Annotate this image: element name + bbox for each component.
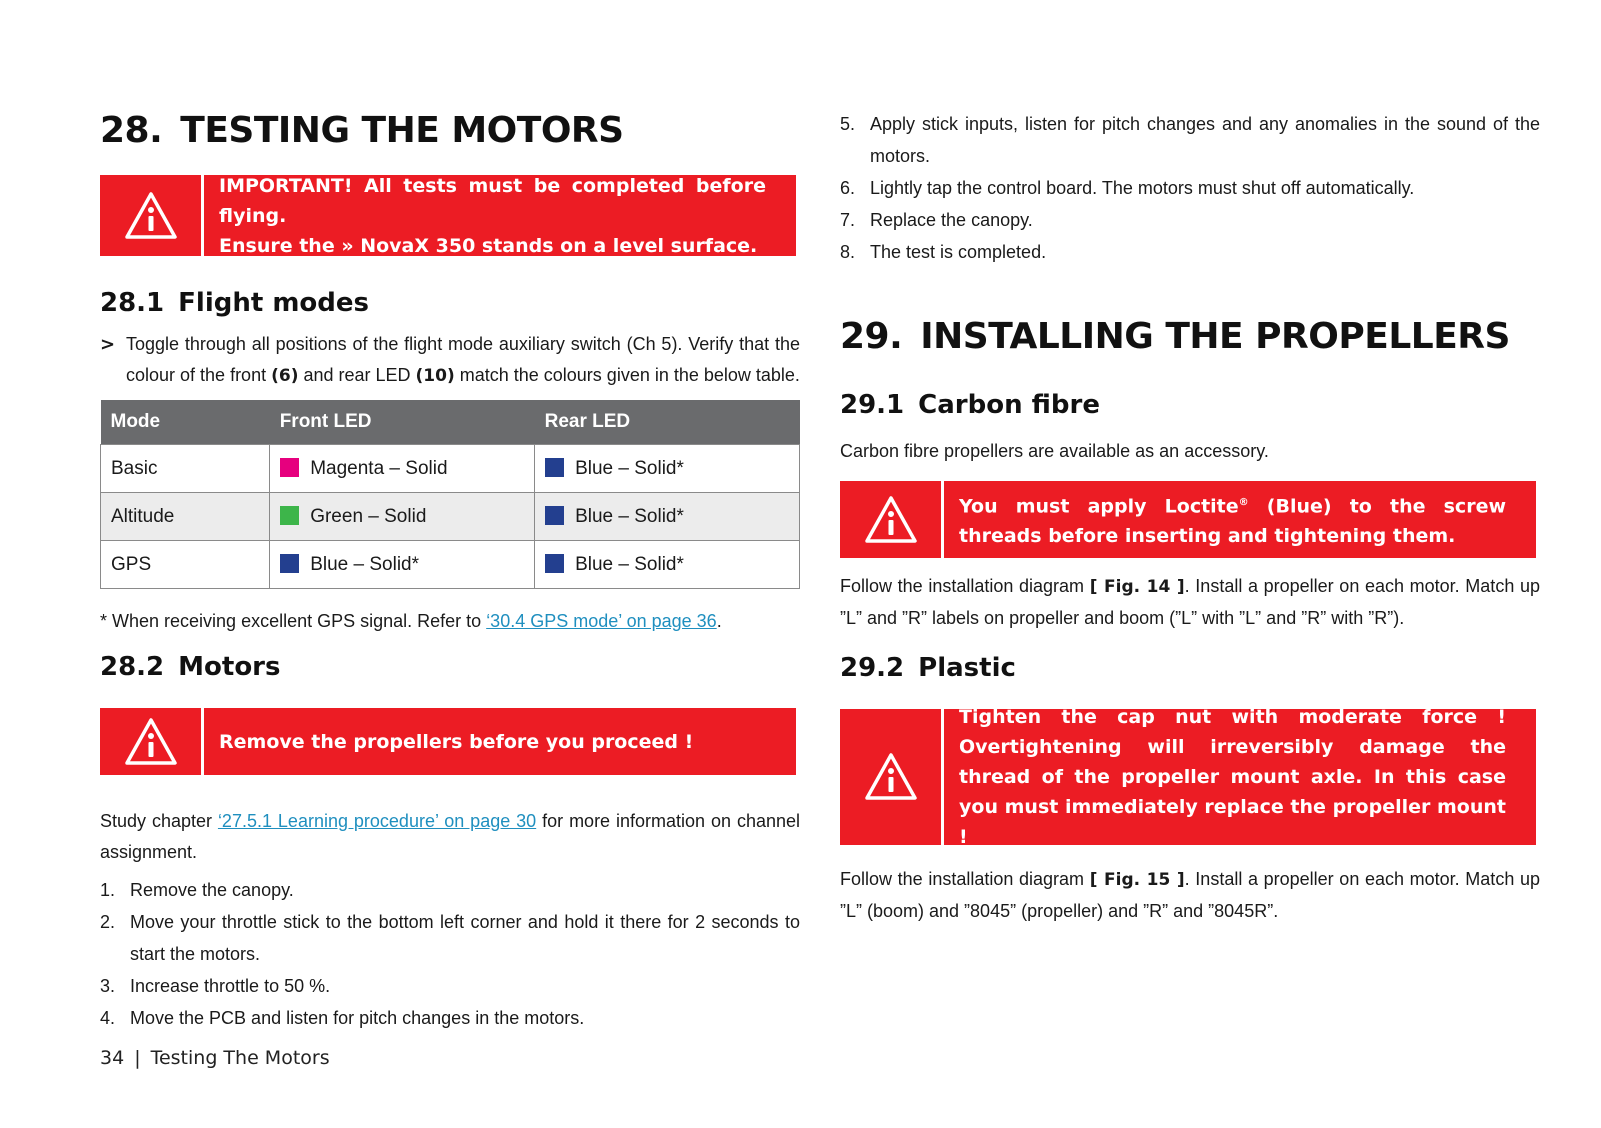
front-led-value: Green – Solid — [310, 505, 427, 527]
registered-mark: ® — [1238, 496, 1249, 508]
table-row — [101, 445, 800, 493]
rear-led-cell — [535, 493, 800, 541]
step-number: 1. — [100, 880, 116, 900]
footer-chapter-title: Testing The Motors — [150, 1047, 330, 1069]
table-row — [101, 541, 800, 589]
rear-led-ref: (10) — [415, 366, 455, 386]
motor-steps-list-left — [100, 874, 800, 1034]
follow-diagram-14 — [840, 571, 1540, 634]
table-row — [101, 493, 800, 541]
step-number: 8. — [840, 242, 856, 262]
list-item — [100, 874, 800, 906]
learning-procedure-link[interactable]: ‘27.5.1 Learning procedure’ on page 30 — [217, 811, 537, 831]
section-28-1-number: 28.1 — [100, 288, 165, 318]
follow-diagram-15 — [840, 864, 1540, 927]
warning-icon — [863, 751, 919, 803]
section-29-2-heading — [840, 653, 1016, 683]
list-item — [100, 906, 800, 970]
study-text-a: Study chapter — [100, 811, 218, 831]
follow-15-text-a: Follow the installation diagram — [840, 869, 1090, 889]
front-led-cell — [270, 541, 535, 589]
propeller-warning-box — [100, 708, 796, 775]
section-29-1-number: 29.1 — [840, 390, 905, 420]
gps-footnote-text-b: . — [716, 611, 722, 631]
mode-cell: Altitude — [101, 493, 270, 541]
warning-icon — [123, 716, 179, 768]
loctite-warning-text — [944, 481, 1536, 558]
header-mode: Mode — [101, 400, 270, 445]
footer-separator: | — [134, 1047, 141, 1069]
section-29-title: INSTALLING THE PROPELLERS — [920, 316, 1510, 357]
section-29-2-title: Plastic — [918, 653, 1016, 683]
study-chapter-paragraph — [100, 806, 800, 868]
mode-cell: Basic — [101, 445, 270, 493]
cap-nut-warning-text: Tighten the cap nut with moderate force ! Overtightening will irreversibly damage the thread of the propeller mount axle. In this case you must immediately replace the propeller mount ! — [959, 706, 1506, 848]
step-text: The test is completed. — [870, 242, 1047, 262]
fig-15-ref: [ Fig. 15 ] — [1089, 870, 1185, 890]
loctite-warning-box — [840, 481, 1536, 558]
step-number: 2. — [100, 912, 116, 932]
section-29-1-heading — [840, 390, 1100, 420]
flight-mode-text-a: Toggle through all positions of the flight mode auxiliary switch (Ch 5). Verify that the colour of the front — [126, 334, 800, 385]
flight-mode-instruction-text — [126, 329, 800, 392]
gps-footnote-text-a: * When receiving excellent GPS signal. Refer to — [100, 611, 487, 631]
follow-15-text-b: . Install a propeller on each motor. Match up ”L” (boom) and ”8045” (propeller) and ”R” and ”8045R”. — [840, 869, 1540, 921]
gps-footnote — [100, 606, 800, 637]
rear-led-value: Blue – Solid* — [575, 457, 684, 479]
section-28-heading — [100, 110, 624, 151]
cap-nut-warning-box — [840, 706, 1536, 848]
step-text: Move your throttle stick to the bottom left corner and hold it there for 2 seconds to start the motors. — [130, 912, 800, 964]
important-warning-line2: Ensure the » NovaX 350 stands on a level surface. — [219, 234, 758, 257]
step-number: 4. — [100, 1008, 116, 1028]
important-warning-text — [204, 175, 796, 256]
flight-mode-instruction — [100, 329, 800, 392]
warning-icon-cell — [100, 708, 204, 775]
step-number: 3. — [100, 976, 116, 996]
warning-icon-cell — [100, 175, 204, 256]
rear-led-cell — [535, 445, 800, 493]
led-table — [100, 400, 800, 589]
led-color-swatch — [280, 458, 299, 477]
bullet-marker: > — [100, 334, 116, 355]
step-number: 6. — [840, 178, 856, 198]
led-color-swatch — [545, 458, 564, 477]
important-warning-line1: IMPORTANT! All tests must be completed before flying. — [219, 174, 766, 227]
section-28-1-heading — [100, 288, 369, 318]
front-led-cell — [270, 445, 535, 493]
warning-icon — [863, 494, 919, 546]
step-text: Increase throttle to 50 %. — [130, 976, 331, 996]
motor-steps-list-right — [840, 108, 1540, 268]
step-text: Remove the canopy. — [130, 880, 294, 900]
step-text: Lightly tap the control board. The motors must shut off automatically. — [870, 178, 1415, 198]
header-front-led: Front LED — [270, 400, 535, 445]
loctite-text-a: You must apply Loctite — [959, 495, 1239, 518]
header-rear-led: Rear LED — [535, 400, 800, 445]
section-29-1-title: Carbon fibre — [918, 390, 1100, 420]
section-29-heading — [840, 316, 1510, 357]
warning-icon-cell — [840, 481, 944, 558]
flight-mode-text-e: match the colours given in the below table. — [454, 365, 800, 385]
step-number: 7. — [840, 210, 856, 230]
led-table-header-row — [101, 400, 800, 445]
led-color-swatch — [280, 506, 299, 525]
propeller-warning-text: Remove the propellers before you proceed ! — [219, 730, 694, 753]
step-text: Apply stick inputs, listen for pitch changes and any anomalies in the sound of the motors. — [870, 114, 1540, 166]
front-led-cell — [270, 493, 535, 541]
step-text: Move the PCB and listen for pitch changes in the motors. — [130, 1008, 585, 1028]
warning-icon-cell — [840, 709, 944, 845]
front-led-value: Magenta – Solid — [310, 457, 448, 479]
section-28-title: TESTING THE MOTORS — [180, 110, 624, 151]
page-footer — [100, 1047, 330, 1069]
follow-14-text-b: . Install a propeller on each motor. Match up ”L” and ”R” labels on propeller and boom (”L” with ”L” and ”R” with ”R”). — [840, 576, 1540, 628]
section-29-number: 29. — [840, 316, 903, 357]
rear-led-cell — [535, 541, 800, 589]
rear-led-value: Blue – Solid* — [575, 505, 684, 527]
list-item — [840, 172, 1540, 204]
carbon-fibre-intro: Carbon fibre propellers are available as an accessory. — [840, 441, 1269, 461]
rear-led-value: Blue – Solid* — [575, 553, 684, 575]
front-led-value: Blue – Solid* — [310, 553, 419, 575]
led-color-swatch — [280, 554, 299, 573]
section-28-number: 28. — [100, 110, 163, 151]
section-28-2-heading — [100, 652, 280, 682]
section-28-2-title: Motors — [178, 652, 281, 682]
fig-14-ref: [ Fig. 14 ] — [1089, 577, 1185, 597]
section-28-1-title: Flight modes — [178, 288, 370, 318]
led-color-swatch — [545, 506, 564, 525]
list-item — [100, 970, 800, 1002]
list-item — [840, 204, 1540, 236]
step-text: Replace the canopy. — [870, 210, 1033, 230]
step-number: 5. — [840, 114, 856, 134]
follow-14-text-a: Follow the installation diagram — [840, 576, 1090, 596]
loctite-text-b: (Blue) to the screw threads before inserting and tightening them. — [959, 495, 1507, 548]
important-warning-box — [100, 175, 796, 256]
mode-cell: GPS — [101, 541, 270, 589]
front-led-ref: (6) — [271, 366, 299, 386]
section-28-2-number: 28.2 — [100, 652, 165, 682]
flight-mode-text-c: and rear LED — [298, 365, 416, 385]
list-item — [100, 1002, 800, 1034]
led-color-swatch — [545, 554, 564, 573]
gps-mode-link[interactable]: ‘30.4 GPS mode’ on page 36 — [486, 611, 717, 631]
list-item — [840, 108, 1540, 172]
page-number: 34 — [100, 1047, 125, 1069]
warning-icon — [123, 190, 179, 242]
study-text-b: for more information on channel assignment. — [100, 811, 800, 862]
list-item — [840, 236, 1540, 268]
section-29-2-number: 29.2 — [840, 653, 905, 683]
